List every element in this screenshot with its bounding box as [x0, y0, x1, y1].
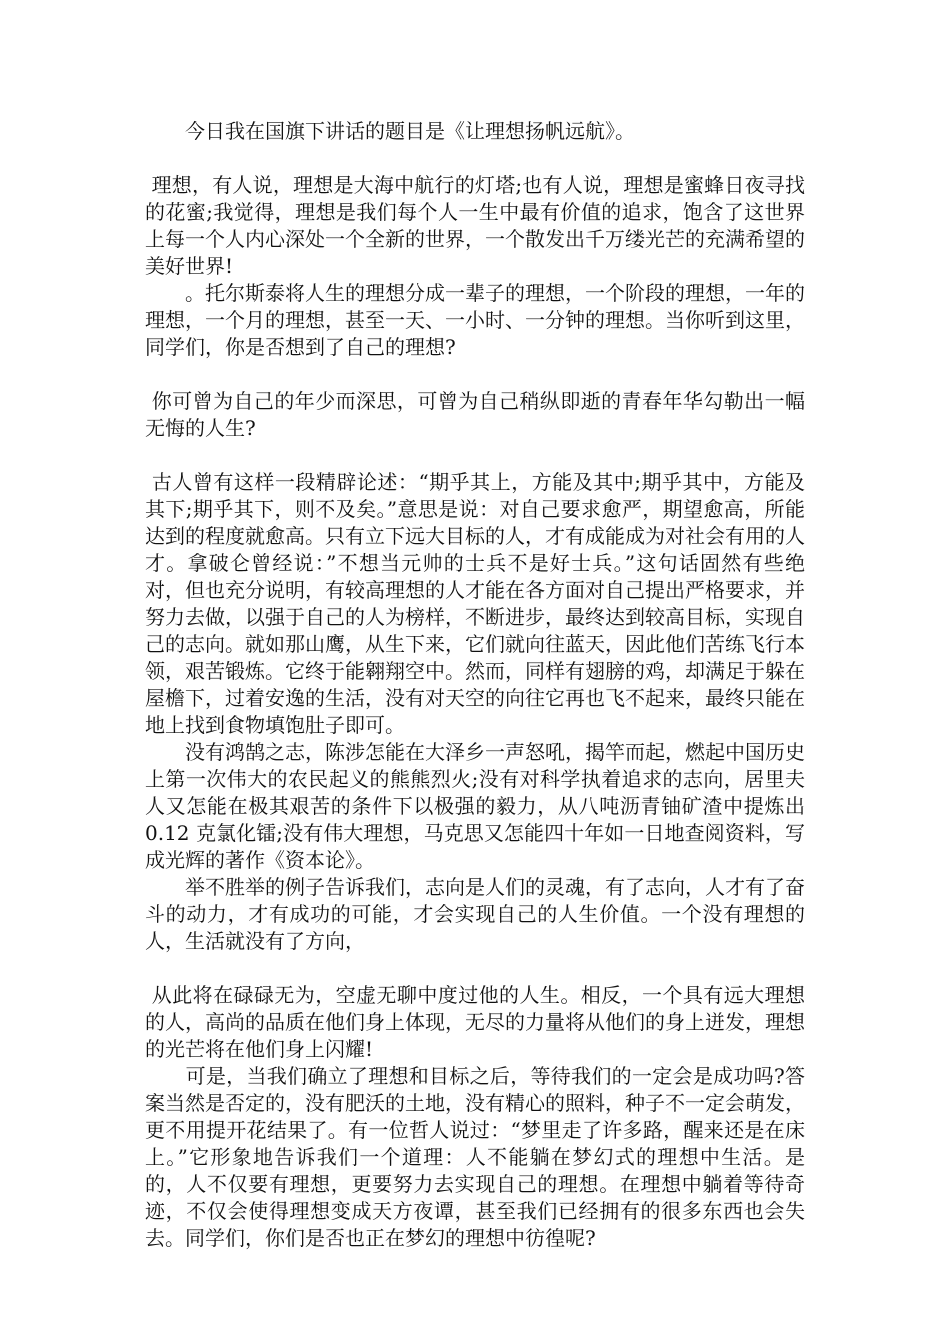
paragraph-soul: 举不胜举的例子告诉我们，志向是人们的灵魂，有了志向，人才有了奋斗的动力，才有成功的可能，才会实现自己的人生价值。一个没有理想的人，生活就没有了方向，: [145, 875, 805, 953]
paragraph-youth: 你可曾为自己的年少而深思，可曾为自己稍纵即逝的青春年华勾勒出一幅无悔的人生?: [145, 389, 806, 440]
paragraph-gap: [145, 145, 805, 172]
document-body: [145, 118, 812, 1252]
paragraph-lighthouse: 理想，有人说，理想是大海中航行的灯塔;也有人说，理想是蜜蜂日夜寻找的花蜜;我觉得，理想是我们每个人一生中最有价值的追求，饱含了这世界上每一个人内心深处一个全新的世界，一个散发出千万缕光芒的充满希望的美好世界!: [145, 173, 805, 278]
paragraph-gap: [145, 955, 805, 982]
paragraph-tolstoy: 。托尔斯泰将人生的理想分成一辈子的理想，一个阶段的理想，一年的理想，一个月的理想，甚至一天、一小时、一分钟的理想。当你听到这里，同学们，你是否想到了自己的理想?: [145, 281, 805, 359]
paragraph-gap: [145, 361, 805, 388]
paragraph-gap: [145, 442, 805, 469]
paragraph-contrast: 从此将在碌碌无为，空虚无聊中度过他的人生。相反，一个具有远大理想的人，高尚的品质在他们身上体现，无尽的力量将从他们的身上迸发，理想的光芒将在他们身上闪耀!: [145, 983, 806, 1061]
paragraph-title-intro: 今日我在国旗下讲话的题目是《让理想扬帆远航》。: [145, 119, 635, 143]
paragraph-examples: 没有鸿鹄之志，陈涉怎能在大泽乡一声怒吼，揭竿而起，燃起中国历史上第一次伟大的农民起义的熊熊烈火;没有对科学执着追求的志向，居里夫人又怎能在极其艰苦的条件下以极强的毅力，从八吨沥青铀矿渣中提炼出 0.12 克氯化镭;没有伟大理想，马克思又怎能四十年如一日地查阅资料，写成光辉的著作《资本论》。: [145, 740, 812, 872]
paragraph-action: 可是，当我们确立了理想和目标之后，等待我们的一定会是成功吗?答案当然是否定的，没有肥沃的土地，没有精心的照料，种子不一定会萌发，更不用提开花结果了。有一位哲人说过：“梦里走了许多路，醒来还是在床上。”它形象地告诉我们一个道理：人不能躺在梦幻式的理想中生活。是的，人不仅要有理想，更要努力去实现自己的理想。在理想中躺着等待奇迹，不仅会使得理想变成天方夜谭，甚至我们已经拥有的很多东西也会失去。同学们，你们是否也正在梦幻的理想中彷徨呢?: [145, 1064, 805, 1250]
paragraph-ancients: 古人曾有这样一段精辟论述：“期乎其上，方能及其中;期乎其中，方能及其下;期乎其下，则不及矣。”意思是说：对自己要求愈严，期望愈高，所能达到的程度就愈高。只有立下远大目标的人，才有成能成为对社会有用的人才。拿破仑曾经说：”不想当元帅的士兵不是好士兵。”这句话固然有些绝对，但也充分说明，有较高理想的人才能在各方面对自己提出严格要求，并努力去做，以强于自己的人为榜样，不断进步，最终达到较高目标，实现自己的志向。就如那山鹰，从生下来，它们就向往蓝天，因此他们苦练飞行本领，艰苦锻炼。它终于能翱翔空中。然而，同样有翅膀的鸡，却满足于躲在屋檐下，过着安逸的生活，没有对天空的向往它再也飞不起来，最终只能在地上找到食物填饱肚子即可。: [145, 470, 806, 737]
